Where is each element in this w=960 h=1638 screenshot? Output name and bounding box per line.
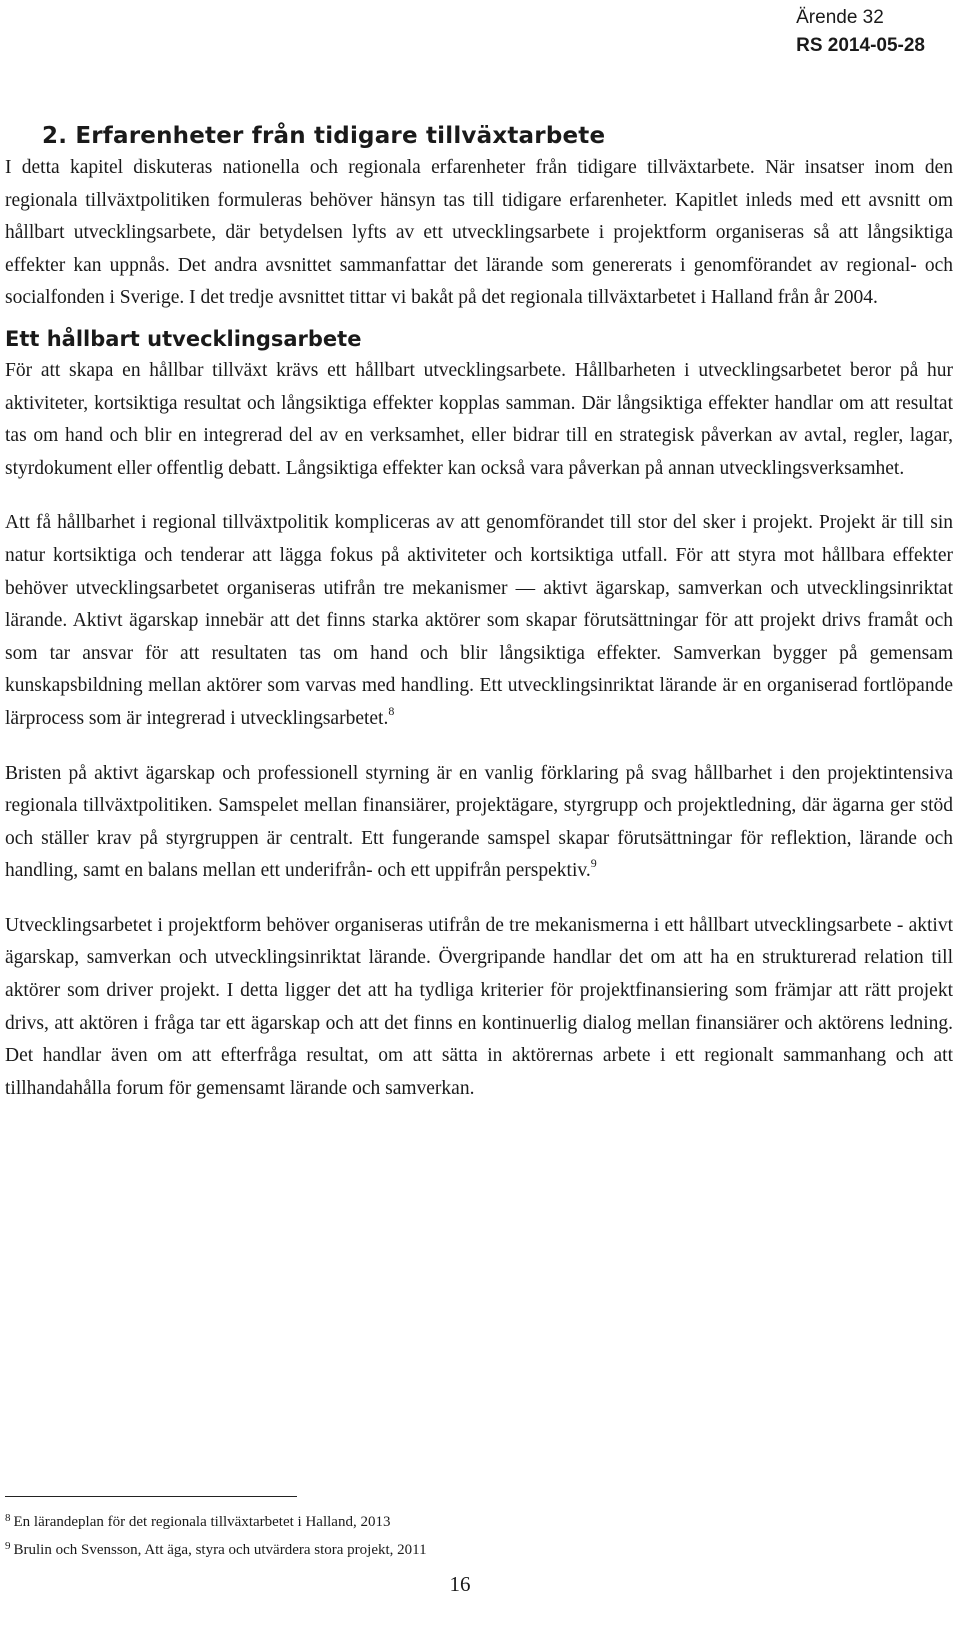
footnote-divider <box>5 1496 297 1497</box>
paragraph-3 <box>5 758 953 888</box>
page-number: 16 <box>449 1572 471 1596</box>
footnote-ref-9[interactable]: 9 <box>590 856 597 871</box>
footnote-item <box>5 1534 427 1562</box>
intro-paragraph: I detta kapitel diskuteras nationella och regionala erfarenheter från tidigare tillväxtarbete. När insatser inom den regionala tillväxtpolitiken formuleras behöver hänsyn tas till tidigare erfarenheter. Kapitlet inleds med ett avsnitt om hållbart utvecklingsarbete, där betydelsen lyfts av ett utvecklingsarbete i projektform organiseras så att långsiktiga effekter kan uppnås. Det andra avsnittet sammanfattar det lärande som genererats i genomförandet av regional- och socialfonden i Sverige. I det tredje avsnittet tittar vi bakåt på det regionala tillväxtarbetet i Halland från år 2004. <box>5 157 953 309</box>
paragraph-1: För att skapa en hållbar tillväxt krävs ett hållbart utvecklingsarbete. Hållbarheten i utvecklingsarbetet beror på hur aktiviteter, kortsiktiga resultat och långsiktiga effekter kopplas samman. Där långsiktiga effekter handlar om att resultat tas om hand och blir en integrerad del av en verksamhet, eller bidrar till en strategisk påverkan av avtal, regler, lagar, styrdokument eller offentlig debatt. Långsiktiga effekter kan också vara påverkan på annan utvecklingsverksamhet. <box>5 359 953 479</box>
paragraph-2-text: Att få hållbarhet i regional tillväxtpolitik kompliceras av att genomförandet till stor del sker i projekt. Projekt är till sin natur kortsiktiga och tenderar att lägga fokus på aktiviteter och kortsiktiga utfall. För att styra mot hållbara effekter behöver utvecklingsarbetet organiseras utifrån tre mekanismer — aktivt ägarskap, samverkan och utvecklingsinriktat lärande. Aktivt ägarskap innebär att det finns starka aktörer som skapar förutsättningar för att projekt drivs framåt och som tar ansvar för att resultaten tas om hand och blir långsiktiga effekter. Samverkan bygger på gemensam kunskapsbildning mellan aktörer som varvas med handling. Ett utvecklingsinriktat lärande är en organiserad fortlöpande lärprocess som är integrerad i utvecklingsarbetet. <box>5 512 953 729</box>
section-title: 2. Erfarenheter från tidigare tillväxtarbete <box>42 123 606 149</box>
footnote-number: 8 <box>5 1512 11 1524</box>
footnote-item <box>5 1506 427 1534</box>
document-header <box>796 4 925 60</box>
paragraph-3-text: Bristen på aktivt ägarskap och professionell styrning är en vanlig förklaring på svag hållbarhet i den projektintensiva regionala tillväxtpolitiken. Samspelet mellan finansiärer, projektägare, styrgrupp och projektledning, där ägarna ger stöd och ställer krav på styrgruppen är centralt. Ett fungerande samspel skapar förutsättningar för reflektion, lärande och handling, samt en balans mellan ett underifrån- och ett uppifrån perspektiv. <box>5 762 953 882</box>
document-date: RS 2014-05-28 <box>796 35 925 56</box>
footnote-text: En lärandeplan för det regionala tillväxtarbetet i Halland, 2013 <box>13 1514 391 1530</box>
footnote-text: Brulin och Svensson, Att äga, styra och utvärdera stora projekt, 2011 <box>13 1542 427 1558</box>
page-body <box>5 120 953 1105</box>
footnote-ref-8[interactable]: 8 <box>388 703 395 718</box>
footnotes <box>5 1506 427 1562</box>
paragraph-2 <box>5 507 953 735</box>
footnote-number: 9 <box>5 1540 11 1552</box>
subsection-title: Ett hållbart utvecklingsarbete <box>5 326 362 351</box>
case-number: Ärende 32 <box>796 7 884 28</box>
paragraph-4: Utvecklingsarbetet i projektform behöver organiseras utifrån de tre mekanismerna i ett hållbart utvecklingsarbete - aktivt ägarskap, samverkan och utvecklingsinriktat lärande. Övergripande handlar det om att ha en strukturerad relation till aktörer som driver projekt. I detta ligger det att ha tydliga kriterier för projektfinansiering som främjar att rätt projekt drivs, att aktören i fråga tar ett ägarskap och att det finns en kontinuerlig dialog mellan finansiärer och aktörens ledning. Det handlar även om att efterfråga resultat, om att sätta in aktörernas arbete i ett regionalt sammanhang och att tillhandahålla forum för gemensamt lärande och samverkan. <box>5 914 953 1099</box>
